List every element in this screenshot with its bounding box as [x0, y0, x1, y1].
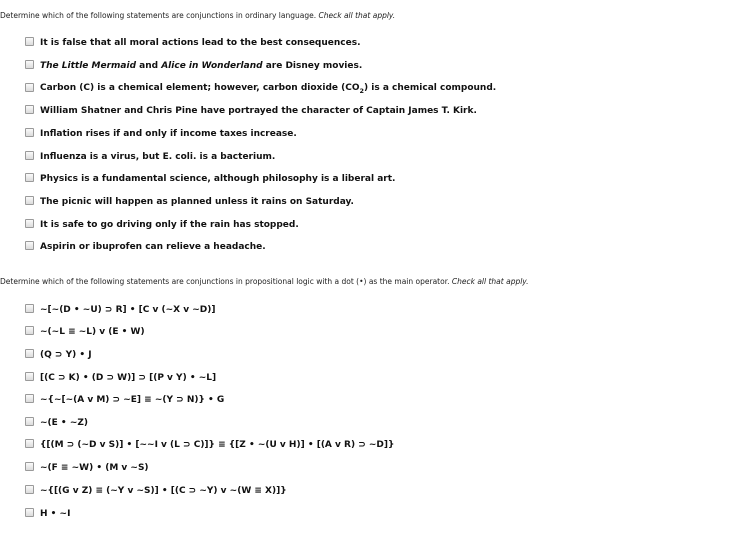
- q1-option-5[interactable]: Inflation rises if and only if income taxes increase.: [25, 127, 297, 141]
- q1-option-4[interactable]: William Shatner and Chris Pine have portrayed the character of Captain James T. Kirk.: [25, 104, 477, 118]
- q2-option-5[interactable]: ~{~[~(A v M) ⊃ ~E] ≡ ~(Y ⊃ N)} • G: [25, 393, 224, 407]
- checkbox[interactable]: [25, 439, 34, 448]
- question2-prompt: Determine which of the following statements are conjunctions in propositional logic with a dot (•) as the main operator. Check all that apply.: [0, 277, 529, 286]
- checkbox[interactable]: [25, 60, 34, 69]
- q2-option-10[interactable]: H • ~I: [25, 507, 70, 521]
- checkbox[interactable]: [25, 173, 34, 182]
- checkbox[interactable]: [25, 326, 34, 335]
- checkbox[interactable]: [25, 241, 34, 250]
- q1-option-6[interactable]: Influenza is a virus, but E. coli. is a bacterium.: [25, 150, 275, 164]
- q1-option-10[interactable]: Aspirin or ibuprofen can relieve a headache.: [25, 240, 266, 254]
- q1-option-8[interactable]: The picnic will happen as planned unless it rains on Saturday.: [25, 195, 354, 209]
- q1-option-1[interactable]: It is false that all moral actions lead to the best consequences.: [25, 36, 361, 50]
- checkbox[interactable]: [25, 219, 34, 228]
- q1-option-3[interactable]: Carbon (C) is a chemical element; however, carbon dioxide $(CO_2)$ is a chemical compound.: [25, 82, 496, 96]
- q1-option-9[interactable]: It is safe to go driving only if the rain has stopped.: [25, 218, 299, 232]
- checkbox[interactable]: [25, 417, 34, 426]
- checkbox[interactable]: [25, 105, 34, 114]
- checkbox[interactable]: [25, 37, 34, 46]
- checkbox[interactable]: [25, 485, 34, 494]
- checkbox[interactable]: [25, 508, 34, 517]
- checkbox[interactable]: [25, 151, 34, 160]
- checkbox[interactable]: [25, 128, 34, 137]
- checkbox[interactable]: [25, 462, 34, 471]
- q2-option-1[interactable]: ~[~(D • ~U) ⊃ R] • [C v (~X v ~D)]: [25, 303, 215, 317]
- q1-option-2[interactable]: The Little Mermaid and Alice in Wonderland are Disney movies.: [25, 59, 362, 73]
- q2-option-7[interactable]: {[(M ⊃ (~D v S)] • [~~I v (L ⊃ C)]} ≡ {[Z • ~(U v H)] • [(A v R) ⊃ ~D]}: [25, 438, 394, 452]
- checkbox[interactable]: [25, 196, 34, 205]
- checkbox[interactable]: [25, 304, 34, 313]
- checkbox[interactable]: [25, 372, 34, 381]
- q1-option-7[interactable]: Physics is a fundamental science, although philosophy is a liberal art.: [25, 172, 395, 186]
- checkbox[interactable]: [25, 349, 34, 358]
- checkbox[interactable]: [25, 394, 34, 403]
- checkbox[interactable]: [25, 83, 34, 92]
- q2-option-8[interactable]: ~(F ≡ ~W) • (M v ~S): [25, 461, 149, 475]
- question1-prompt: Determine which of the following statements are conjunctions in ordinary language. Check all that apply.: [0, 11, 396, 20]
- q2-option-4[interactable]: [(C ⊃ K) • (D ⊃ W)] ⊃ [(P v Y) • ~L]: [25, 371, 216, 385]
- q2-option-3[interactable]: (Q ⊃ Y) • J: [25, 348, 92, 362]
- q2-option-2[interactable]: ~(~L ≡ ~L) v (E • W): [25, 325, 145, 339]
- q2-option-6[interactable]: ~(E • ~Z): [25, 416, 88, 430]
- q2-option-9[interactable]: ~{[(G v Z) ≡ (~Y v ~S)] • [(C ⊃ ~Y) v ~(W ≡ X)]}: [25, 484, 287, 498]
